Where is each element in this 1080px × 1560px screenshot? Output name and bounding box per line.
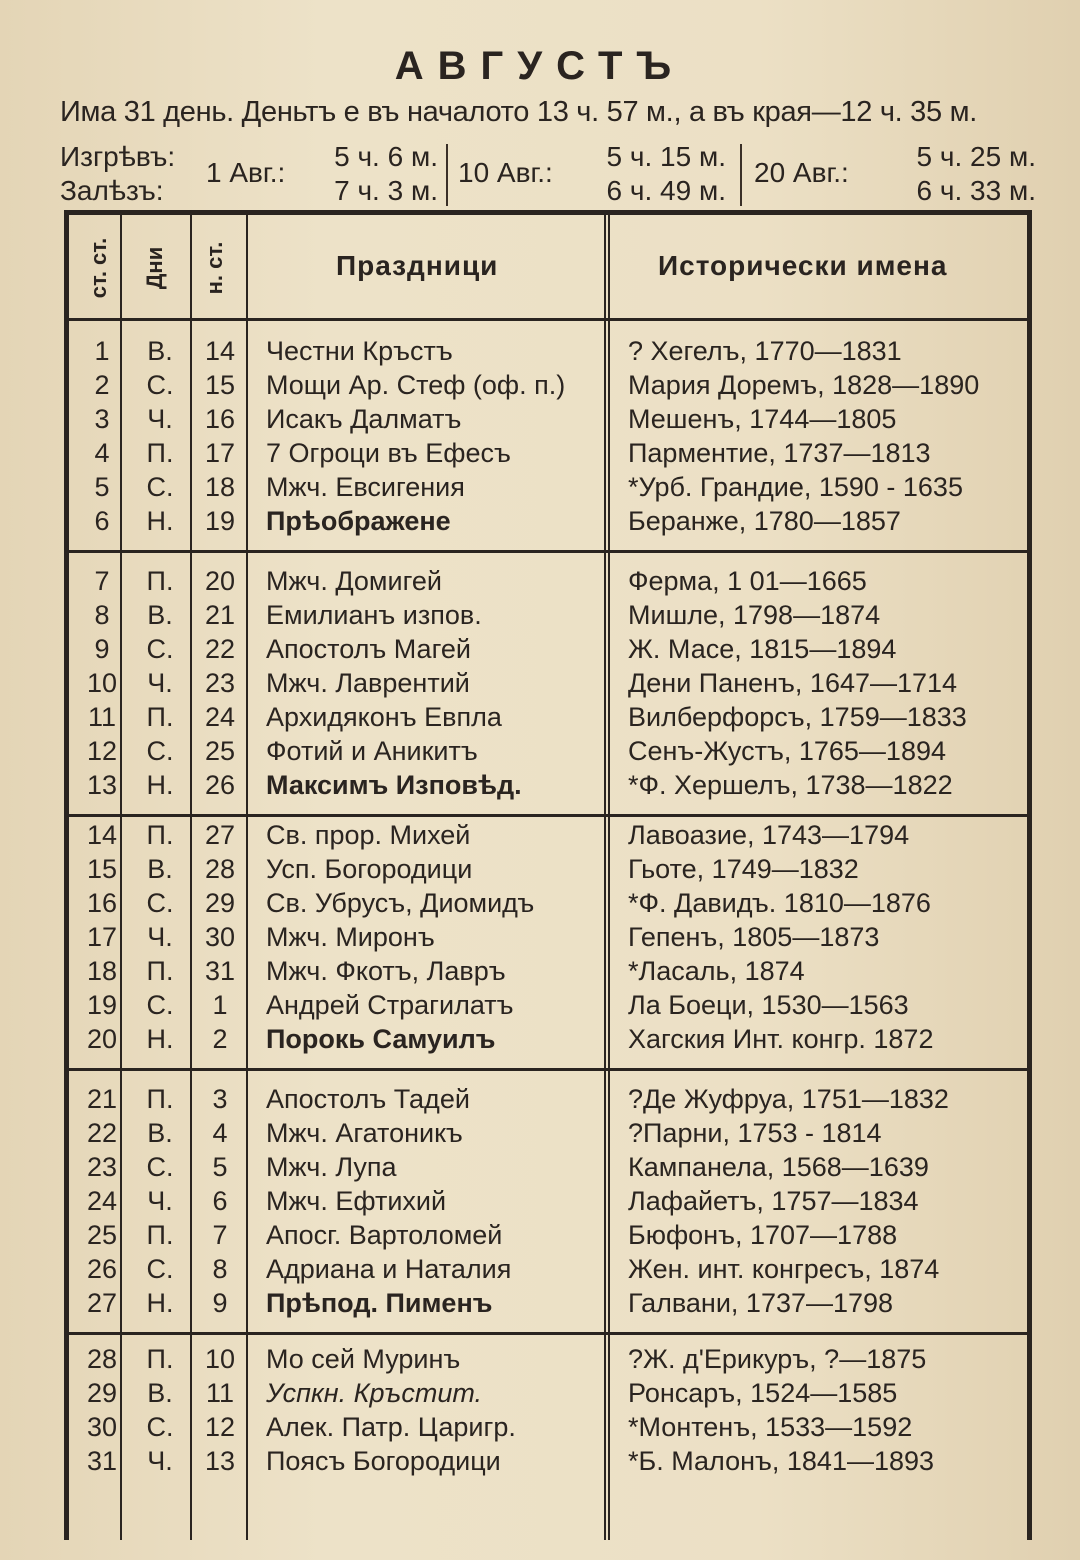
historical-name: Дени Паненъ, 1647—1714 <box>628 668 958 698</box>
table-row <box>68 736 1030 770</box>
table-row <box>68 820 1030 854</box>
holiday-name: Мо сей Муринъ <box>266 1344 461 1374</box>
historical-name: Вилберфорсъ, 1759—1833 <box>628 702 967 732</box>
new-style-date: 28 <box>204 854 236 884</box>
sunset-time: 7 ч. 3 м. <box>334 175 438 206</box>
holiday-name: Мжч. Лаврентий <box>266 668 470 698</box>
weekday: В. <box>147 1378 173 1408</box>
weekday: Ч. <box>147 922 173 952</box>
weekday: Н. <box>146 506 174 536</box>
holiday-name: Прѣпод. Пименъ <box>266 1288 493 1318</box>
table-row <box>68 1220 1030 1254</box>
table-row <box>68 438 1030 472</box>
old-style-date: 4 <box>94 438 110 468</box>
weekday: С. <box>146 1412 174 1442</box>
historical-name: Хагския Инт. конгр. 1872 <box>628 1024 934 1054</box>
old-style-date: 9 <box>94 634 110 664</box>
historical-name: Гьоте, 1749—1832 <box>628 854 859 884</box>
new-style-date: 1 <box>212 990 228 1020</box>
holiday-name: Алек. Патр. Царигр. <box>266 1412 516 1442</box>
holiday-name: Св. Убрусъ, Диомидъ <box>266 888 535 918</box>
new-style-date: 23 <box>204 668 236 698</box>
sun-labels <box>60 140 175 208</box>
historical-name: ?Де Жуфруа, 1751—1832 <box>628 1084 949 1114</box>
old-style-date: 26 <box>86 1254 118 1284</box>
sun-group-1 <box>206 140 438 210</box>
historical-name: Мишле, 1798—1874 <box>628 600 881 630</box>
historical-name: Лавоазие, 1743—1794 <box>628 820 910 850</box>
weekday: С. <box>146 1152 174 1182</box>
old-style-date: 21 <box>86 1084 118 1114</box>
new-style-date: 22 <box>204 634 236 664</box>
holiday-name: Мжч. Миронъ <box>266 922 435 952</box>
new-style-date: 14 <box>204 336 236 366</box>
weekday: С. <box>146 472 174 502</box>
holiday-name: Мжч. Домигей <box>266 566 442 596</box>
old-style-date: 1 <box>94 336 110 366</box>
historical-name: Галвани, 1737—1798 <box>628 1288 894 1318</box>
old-style-date: 8 <box>94 600 110 630</box>
new-style-date: 7 <box>212 1220 228 1250</box>
holiday-name: Мжч. Ефтихий <box>266 1186 447 1216</box>
weekday: В. <box>147 600 173 630</box>
table-row <box>68 1288 1030 1322</box>
weekday: Н. <box>146 1024 174 1054</box>
table-row <box>68 1254 1030 1288</box>
holiday-name: Прѣображене <box>266 506 451 536</box>
old-style-date: 17 <box>86 922 118 952</box>
old-style-date: 14 <box>86 820 118 850</box>
table-row <box>68 888 1030 922</box>
new-style-date: 15 <box>204 370 236 400</box>
weekday: П. <box>146 1220 174 1250</box>
historical-name: Ронсаръ, 1524—1585 <box>628 1378 898 1408</box>
historical-name: Ла Боеци, 1530—1563 <box>628 990 909 1020</box>
historical-name: Сенъ-Жустъ, 1765—1894 <box>628 736 946 766</box>
sunrise-label: Изгрѣвъ: <box>60 141 176 172</box>
weekday: П. <box>146 956 174 986</box>
holiday-name: Андрей Страгилатъ <box>266 990 514 1020</box>
old-style-date: 7 <box>94 566 110 596</box>
weekday: П. <box>146 1084 174 1114</box>
weekday: С. <box>146 888 174 918</box>
table-row <box>68 600 1030 634</box>
weekday: Н. <box>146 1288 174 1318</box>
old-style-date: 13 <box>86 770 118 800</box>
historical-name: *Монтенъ, 1533—1592 <box>628 1412 913 1442</box>
table-row <box>68 1118 1030 1152</box>
sunset-time: 6 ч. 49 м. <box>606 175 726 206</box>
weekday: В. <box>147 1118 173 1148</box>
historical-name: Лафайетъ, 1757—1834 <box>628 1186 919 1216</box>
new-style-date: 5 <box>212 1152 228 1182</box>
old-style-date: 11 <box>87 702 117 732</box>
weekday: С. <box>146 1254 174 1284</box>
new-style-date: 2 <box>212 1024 228 1054</box>
header-new-style <box>190 228 240 308</box>
sun-date: 10 Авг.: <box>458 157 553 188</box>
old-style-date: 12 <box>86 736 118 766</box>
old-style-date: 27 <box>86 1288 118 1318</box>
table-row <box>68 702 1030 736</box>
old-style-date: 24 <box>86 1186 118 1216</box>
sun-times-values <box>917 140 1036 208</box>
historical-name: Ферма, 1 01—1665 <box>628 566 867 596</box>
holiday-name: Исакъ Далматъ <box>266 404 462 434</box>
old-style-date: 29 <box>86 1378 118 1408</box>
old-style-date: 28 <box>86 1344 118 1374</box>
historical-name: Мешенъ, 1744—1805 <box>628 404 897 434</box>
old-style-date: 30 <box>86 1412 118 1442</box>
month-title: АВГУСТЪ <box>394 44 686 88</box>
weekday: Ч. <box>147 404 173 434</box>
holiday-name: Апосг. Вартоломей <box>266 1220 503 1250</box>
new-style-date: 8 <box>212 1254 228 1284</box>
weekday: Ч. <box>147 1186 173 1216</box>
weekday: С. <box>146 736 174 766</box>
old-style-date: 19 <box>86 990 118 1020</box>
table-row <box>68 506 1030 540</box>
table-row <box>68 472 1030 506</box>
holiday-name: Мощи Ар. Стеф (оф. п.) <box>266 370 566 400</box>
weekday: Ч. <box>147 668 173 698</box>
sun-group-3 <box>754 140 1036 210</box>
historical-name: Кампанела, 1568—1639 <box>628 1152 929 1182</box>
historical-name: ? Хегелъ, 1770—1831 <box>628 336 902 366</box>
table-row <box>68 1344 1030 1378</box>
sun-divider <box>446 144 448 206</box>
table-row <box>68 336 1030 370</box>
weekday: П. <box>146 566 174 596</box>
holiday-name: Мжч. Евсигения <box>266 472 465 502</box>
holiday-name: Поясъ Богородици <box>266 1446 501 1476</box>
historical-name: ?Парни, 1753 - 1814 <box>628 1118 882 1148</box>
old-style-date: 22 <box>86 1118 118 1148</box>
holiday-name: Усп. Богородици <box>266 854 473 884</box>
holiday-name: Честни Кръстъ <box>266 336 453 366</box>
old-style-date: 23 <box>86 1152 118 1182</box>
old-style-date: 16 <box>86 888 118 918</box>
new-style-date: 30 <box>204 922 236 952</box>
weekday: С. <box>146 370 174 400</box>
holiday-name: Св. прор. Михей <box>266 820 471 850</box>
new-style-date: 21 <box>204 600 236 630</box>
new-style-date: 10 <box>204 1344 236 1374</box>
new-style-date: 12 <box>204 1412 236 1442</box>
new-style-date: 17 <box>204 438 236 468</box>
sunrise-time: 5 ч. 25 м. <box>916 141 1036 172</box>
holiday-name: Успкн. Кръстит. <box>266 1378 483 1408</box>
new-style-date: 11 <box>205 1378 235 1408</box>
header-rule <box>68 318 1030 321</box>
table-row <box>68 370 1030 404</box>
old-style-date: 18 <box>86 956 118 986</box>
header-days-text: Дни <box>142 246 167 290</box>
old-style-date: 6 <box>94 506 110 536</box>
new-style-date: 27 <box>204 820 236 850</box>
header-old-style <box>74 228 124 308</box>
new-style-date: 6 <box>212 1186 228 1216</box>
header-holidays: Праздници <box>336 250 499 281</box>
sun-divider <box>740 144 742 206</box>
holiday-name: Порокь Самуилъ <box>266 1024 496 1054</box>
weekday: В. <box>147 854 173 884</box>
header-historical: Исторически имена <box>658 250 948 281</box>
historical-name: ?Ж. д'Ерикуръ, ?—1875 <box>628 1344 927 1374</box>
weekday: С. <box>146 634 174 664</box>
sun-date: 20 Авг.: <box>754 157 849 188</box>
historical-name: *Урб. Грандие, 1590 - 1635 <box>628 472 963 502</box>
holiday-name: Апостолъ Магей <box>266 634 471 664</box>
header-days <box>130 228 180 308</box>
holiday-name: Максимъ Изповѣд. <box>266 770 522 800</box>
holiday-name: Мжч. Лупа <box>266 1152 397 1182</box>
historical-name: *Ф. Хершелъ, 1738—1822 <box>628 770 953 800</box>
new-style-date: 20 <box>204 566 236 596</box>
historical-name: Мария Доремъ, 1828—1890 <box>628 370 980 400</box>
weekday: П. <box>146 438 174 468</box>
new-style-date: 26 <box>204 770 236 800</box>
week-rule <box>68 1068 1030 1071</box>
historical-name: Парментие, 1737—1813 <box>628 438 931 468</box>
holiday-name: 7 Огроци въ Ефесъ <box>266 438 511 468</box>
month-subtitle: Има 31 день. Деньтъ е въ началото 13 ч. 57 м., а въ края—12 ч. 35 м. <box>60 96 977 128</box>
historical-name: *Ласаль, 1874 <box>628 956 805 986</box>
table-row <box>68 634 1030 668</box>
table-row <box>68 922 1030 956</box>
new-style-date: 31 <box>204 956 236 986</box>
table-row <box>68 668 1030 702</box>
table-row <box>68 854 1030 888</box>
holiday-name: Фотий и Аникитъ <box>266 736 478 766</box>
old-style-date: 10 <box>86 668 118 698</box>
historical-name: Беранже, 1780—1857 <box>628 506 901 536</box>
table-row <box>68 1446 1030 1480</box>
new-style-date: 3 <box>212 1084 228 1114</box>
old-style-date: 3 <box>94 404 110 434</box>
weekday: Н. <box>146 770 174 800</box>
sun-times <box>60 140 1040 210</box>
holiday-name: Апостолъ Тадей <box>266 1084 470 1114</box>
weekday: П. <box>146 820 174 850</box>
week-rule <box>68 1332 1030 1335</box>
table-row <box>68 1378 1030 1412</box>
new-style-date: 25 <box>204 736 236 766</box>
old-style-date: 20 <box>86 1024 118 1054</box>
weekday: П. <box>146 1344 174 1374</box>
new-style-date: 13 <box>204 1446 236 1476</box>
week-rule <box>68 550 1030 553</box>
new-style-date: 29 <box>204 888 236 918</box>
weekday: С. <box>146 990 174 1020</box>
new-style-date: 18 <box>204 472 236 502</box>
table-row <box>68 770 1030 804</box>
table-row <box>68 990 1030 1024</box>
historical-name: Ж. Масе, 1815—1894 <box>628 634 897 664</box>
sunset-time: 6 ч. 33 м. <box>916 175 1036 206</box>
old-style-date: 5 <box>94 472 110 502</box>
historical-name: Гепенъ, 1805—1873 <box>628 922 880 952</box>
old-style-date: 25 <box>86 1220 118 1250</box>
table-row <box>68 1186 1030 1220</box>
sun-times-values <box>607 140 726 208</box>
week-rule <box>68 814 1030 817</box>
header-new-style-text: н. ст. <box>202 241 227 295</box>
old-style-date: 31 <box>86 1446 118 1476</box>
table-row <box>68 566 1030 600</box>
sunrise-time: 5 ч. 15 м. <box>606 141 726 172</box>
weekday: П. <box>146 702 174 732</box>
historical-name: *Ф. Давидъ. 1810—1876 <box>628 888 931 918</box>
holiday-name: Мжч. Фкотъ, Лавръ <box>266 956 506 986</box>
sunset-label: Залѣзъ: <box>60 175 164 206</box>
new-style-date: 4 <box>212 1118 228 1148</box>
weekday: Ч. <box>147 1446 173 1476</box>
holiday-name: Емилианъ изпов. <box>266 600 482 630</box>
sunrise-time: 5 ч. 6 м. <box>334 141 438 172</box>
table-row <box>68 1084 1030 1118</box>
header-old-style-text: ст. ст. <box>86 237 111 299</box>
holiday-name: Архидяконъ Евпла <box>266 702 502 732</box>
historical-name: Бюфонъ, 1707—1788 <box>628 1220 898 1250</box>
table-row <box>68 1412 1030 1446</box>
new-style-date: 9 <box>212 1288 228 1318</box>
table-row <box>68 1152 1030 1186</box>
new-style-date: 19 <box>204 506 236 536</box>
table-row <box>68 956 1030 990</box>
weekday: В. <box>147 336 173 366</box>
sun-group-2 <box>458 140 726 210</box>
sun-date: 1 Авг.: <box>206 157 286 188</box>
old-style-date: 15 <box>86 854 118 884</box>
table-header <box>64 210 1032 320</box>
holiday-name: Мжч. Агатоникъ <box>266 1118 463 1148</box>
historical-name: Жен. инт. конгресъ, 1874 <box>628 1254 940 1284</box>
historical-name: *Б. Малонъ, 1841—1893 <box>628 1446 935 1476</box>
sun-times-values <box>334 140 438 208</box>
new-style-date: 24 <box>204 702 236 732</box>
old-style-date: 2 <box>94 370 110 400</box>
table-row <box>68 1024 1030 1058</box>
table-row <box>68 404 1030 438</box>
holiday-name: Адриана и Наталия <box>266 1254 512 1284</box>
new-style-date: 16 <box>204 404 236 434</box>
